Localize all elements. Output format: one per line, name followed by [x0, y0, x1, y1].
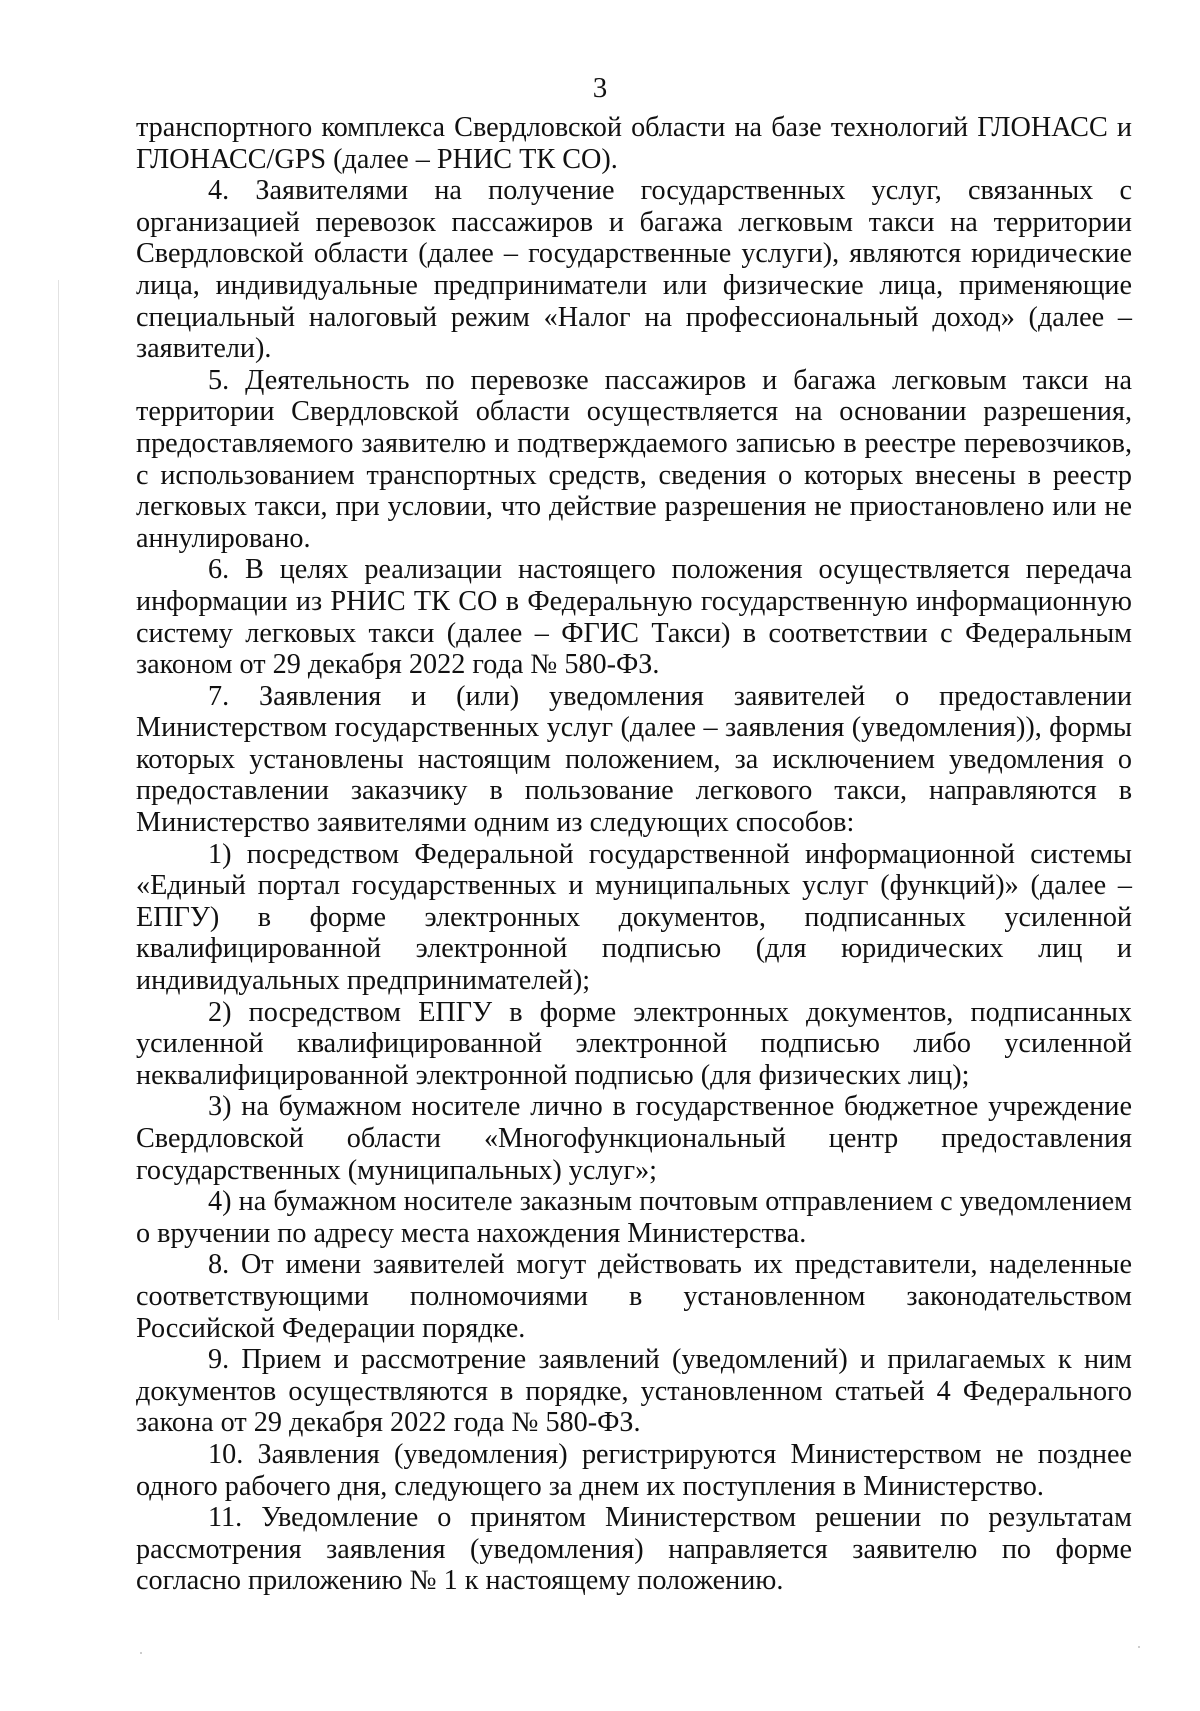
- subitem-2-epgu-individuals: 2) посредством ЕПГУ в форме электронных документов, подписанных усиленной квалифицированной электронной подписью либо усиленной неквалифицированной электронной подписью (для физических лиц);: [136, 996, 1132, 1091]
- paragraph-item-5-activity: 5. Деятельность по перевозке пассажиров и багажа легковым такси на территории Свердловской области осуществляется на основании разрешения, предоставляемого заявителю и подтверждаемого записью в реестре перевозчиков, с использованием транспортных средств, сведения о которых внесены в реестр легковых такси, при условии, что действие разрешения не приостановлено или не аннулировано.: [136, 364, 1132, 554]
- paragraph-item-8-representatives: 8. От имени заявителей могут действовать их представители, наделенные соответствующими полномочиями в установленном законодательством Российской Федерации порядке.: [136, 1249, 1132, 1344]
- scan-speck: [140, 1652, 142, 1654]
- subitem-4-registered-mail: 4) на бумажном носителе заказным почтовым отправлением с уведомлением о вручении по адресу места нахождения Министерства.: [136, 1186, 1132, 1249]
- paragraph-item-7-submission-methods: 7. Заявления и (или) уведомления заявителей о предоставлении Министерством государственных услуг (далее – заявления (уведомления)), формы которых установлены настоящим положением, за исключением уведомления о предоставлении заказчику в пользование легкового такси, направляются в Министерство заявителями одним из следующих способов:: [136, 680, 1132, 839]
- scan-speck: [1138, 1646, 1140, 1648]
- scan-edge-line: [58, 280, 59, 1320]
- paragraph-item-6-information-transfer: 6. В целях реализации настоящего положения осуществляется передача информации из РНИС ТК СО в Федеральную государственную информационную систему легковых такси (далее – ФГИС Такси) в соответствии с Федеральным законом от 29 декабря 2022 года № 580-ФЗ.: [136, 554, 1132, 681]
- subitem-3-paper-in-person: 3) на бумажном носителе лично в государственное бюджетное учреждение Свердловской области «Многофункциональный центр предоставления государственных (муниципальных) услуг»;: [136, 1091, 1132, 1186]
- paragraph-continuation: транспортного комплекса Свердловской области на базе технологий ГЛОНАСС и ГЛОНАСС/GPS (далее – РНИС ТК СО).: [136, 112, 1132, 175]
- subitem-1-epgu-legal-entities: 1) посредством Федеральной государственной информационной системы «Единый портал государственных и муниципальных услуг (функций)» (далее – ЕПГУ) в форме электронных документов, подписанных усиленной квалифицированной электронной подписью (для юридических лиц и индивидуальных предпринимателей);: [136, 838, 1132, 997]
- paragraph-item-11-decision-notice: 11. Уведомление о принятом Министерством решении по результатам рассмотрения заявления (уведомления) направляется заявителю по форме согласно приложению № 1 к настоящему положению.: [136, 1502, 1132, 1597]
- paragraph-item-4-applicants: 4. Заявителями на получение государственных услуг, связанных с организацией перевозок пассажиров и багажа легковым такси на территории Свердловской области (далее – государственные услуги), являются юридические лица, индивидуальные предприниматели или физические лица, применяющие специальный налоговый режим «Налог на профессиональный доход» (далее – заявители).: [136, 175, 1132, 365]
- document-body: [136, 112, 1132, 1597]
- paragraph-item-9-review-procedure: 9. Прием и рассмотрение заявлений (уведомлений) и прилагаемых к ним документов осуществляются в порядке, установленном статьей 4 Федерального закона от 29 декабря 2022 года № 580-ФЗ.: [136, 1344, 1132, 1439]
- paragraph-item-10-registration: 10. Заявления (уведомления) регистрируются Министерством не позднее одного рабочего дня, следующего за днем их поступления в Министерство.: [136, 1438, 1132, 1502]
- page-number: 3: [592, 72, 608, 104]
